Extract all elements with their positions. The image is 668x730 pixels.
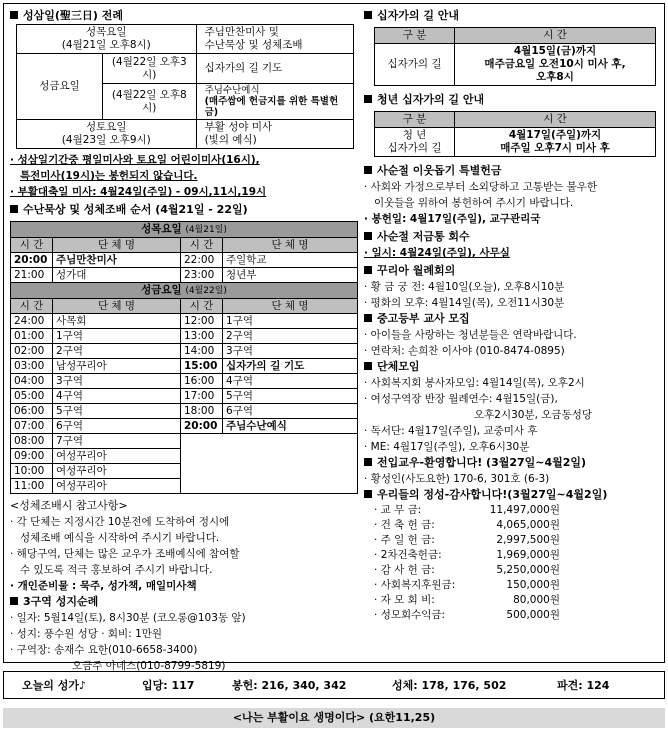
square-bullet-icon bbox=[364, 490, 372, 498]
pilgrimage-line: · 성지: 풍수원 성당 · 회비: 1만원 bbox=[10, 628, 163, 640]
table-row: 청 년 십자가의 길 4월17일(주일)까지 매주일 오후7시 미사 후 bbox=[375, 128, 656, 157]
lent-fund-line: 이웃들을 위하여 봉헌하여 주시기 바랍니다. bbox=[374, 197, 574, 209]
right-column bbox=[364, 8, 659, 623]
adoration-title: 수난묵상 및 성체조배 순서 (4월21일 - 22일) bbox=[10, 202, 358, 218]
table-row: 07:00 6구역 20:00 주님수난예식 bbox=[11, 419, 358, 434]
table-header: 구 분 시 간 bbox=[375, 112, 656, 128]
table-row: 20:00 주님만찬미사 22:00 주일학교 bbox=[11, 253, 358, 268]
table-row: 십자가의 길 4월15일(금)까지 매주금요일 오전10시 미사 후, 오후8시 bbox=[375, 44, 656, 86]
cross-way-title: 십자가의 길 안내 bbox=[364, 8, 659, 24]
list-item: · 성모회수익금: 500,000원 bbox=[374, 609, 560, 621]
pilgrimage-title: 3구역 성지순례 bbox=[10, 594, 358, 610]
table-row: 03:00 남성꾸리아 15:00 십자가의 길 기도 bbox=[11, 359, 358, 374]
youth-cross-title: 청년 십자가의 길 안내 bbox=[364, 92, 659, 108]
hymns-label: 오늘의 성가♪ bbox=[22, 679, 86, 692]
square-bullet-icon bbox=[364, 362, 372, 370]
list-item: · 감 사 헌 금: 5,250,000원 bbox=[374, 564, 560, 576]
easter-mass-note: · 부활대축일 미사: 4월24일(주일) - 09시,11시,19시 bbox=[10, 186, 267, 198]
teacher-title: 중고등부 교사 모집 bbox=[364, 311, 659, 327]
curia-line: · 평화의 모후: 4월14일(목), 오전11시30분 bbox=[364, 297, 565, 309]
pilgrimage-line: · 일자: 5월14일(토), 8시30분 (코오롱@103동 앞) bbox=[10, 612, 246, 624]
adoration-table bbox=[10, 221, 358, 494]
list-item: · 2차건축헌금: 1,969,000원 bbox=[374, 549, 560, 561]
notes-line: 성체조배 예식을 시작하여 주시기 바랍니다. bbox=[20, 532, 220, 544]
square-bullet-icon bbox=[364, 95, 372, 103]
table-header: 구 분 시 간 bbox=[375, 28, 656, 44]
cross-way-table bbox=[374, 27, 656, 86]
welcome-line: · 황성인(사도요한) 170-6, 301호 (6-3) bbox=[364, 473, 550, 485]
table-row: 성토요일 (4월23일 오후9시) 부활 성야 미사 (빛의 예식) bbox=[17, 120, 354, 149]
easter-table bbox=[16, 24, 354, 149]
table-row: 09:00 여성꾸리아 bbox=[11, 449, 358, 464]
list-item: · 자 모 회 비: 80,000원 bbox=[374, 594, 560, 606]
hymn-entrance: 입당: 117 bbox=[142, 679, 195, 692]
lent-recovery-date: · 일시: 4월24일(주일), 사무실 bbox=[364, 247, 510, 259]
groups-line: · 사회복지회 봉사자모임: 4월14일(목), 오후2시 bbox=[364, 377, 585, 389]
lent-recovery-title: 사순절 저금통 회수 bbox=[364, 229, 659, 245]
groups-line: · 여성구역장 반장 월례연수: 4월15일(금), bbox=[364, 393, 558, 405]
lent-fund-title: 사순절 이웃돕기 특별헌금 bbox=[364, 163, 659, 179]
easter-note: 특전미사(19시)는 봉헌되지 않습니다. bbox=[20, 170, 198, 182]
easter-title: 성삼일(聖三日) 전례 bbox=[10, 8, 358, 24]
table-row: (4월22일 오후8시) 주님수난예식 (매주쌈에 헌금지를 위한 특별헌금) bbox=[17, 84, 354, 120]
table-row: 10:00 여성꾸리아 bbox=[11, 464, 358, 479]
offering-title: 우리들의 정성-감사합니다!(3월27일~4월2일) bbox=[364, 487, 659, 503]
square-bullet-icon bbox=[10, 11, 18, 19]
table-row: 성목요일 (4월21일 오후8시) 주님만찬미사 및 수난묵상 및 성체조배 bbox=[17, 25, 354, 54]
teacher-line: · 아이들을 사랑하는 청년분들은 연락바랍니다. bbox=[364, 329, 577, 341]
offering-list bbox=[364, 503, 659, 623]
hymns-box bbox=[3, 671, 665, 699]
groups-line: · 독서단: 4월17일(주일), 교중미사 후 bbox=[364, 425, 538, 437]
lent-fund-line: · 사회와 가정으로부터 소외당하고 고통받는 불우한 bbox=[364, 181, 598, 193]
groups-line: 오후2시30분, 오금동성당 bbox=[474, 409, 593, 421]
youth-cross-table bbox=[374, 111, 656, 157]
curia-title: 꾸리아 월례회의 bbox=[364, 263, 659, 279]
square-bullet-icon bbox=[364, 314, 372, 322]
list-item: · 교 무 금: 11,497,000원 bbox=[374, 504, 560, 516]
curia-line: · 황 금 궁 전: 4월10일(오늘), 오후8시10분 bbox=[364, 281, 565, 293]
welcome-title: 전입교우-환영합니다! (3월27일~4월2일) bbox=[364, 455, 659, 471]
list-item: · 사회복지후원금: 150,000원 bbox=[374, 579, 560, 591]
table-row: 01:00 1구역 13:00 2구역 bbox=[11, 329, 358, 344]
square-bullet-icon bbox=[364, 166, 372, 174]
hymn-dismissal: 파견: 124 bbox=[557, 679, 610, 692]
pilgrimage-line: · 구역장: 송재수 요한(010-6658-3400) bbox=[10, 644, 198, 656]
square-bullet-icon bbox=[364, 232, 372, 240]
teacher-line: · 연락처: 손희찬 이사야 (010-8474-0895) bbox=[364, 345, 565, 357]
notes-bold-line: · 개인준비물 : 묵주, 성가책, 매일미사책 bbox=[10, 580, 197, 592]
square-bullet-icon bbox=[10, 205, 18, 213]
hymn-communion: 성체: 178, 176, 502 bbox=[392, 679, 507, 692]
table-row: 06:00 5구역 18:00 6구역 bbox=[11, 404, 358, 419]
table-caption: 성금요일 (4월22일) bbox=[11, 283, 358, 299]
notes-title: <성체조배시 참고사항> bbox=[10, 499, 128, 512]
table-row: 08:00 7구역 bbox=[11, 434, 358, 449]
notes-line: · 해당구역, 단체는 많은 교우가 조배예식에 참여할 bbox=[10, 548, 240, 560]
pilgrimage-line: 오금주 아네스(010-8799-5819) bbox=[72, 660, 226, 672]
square-bullet-icon bbox=[10, 597, 18, 605]
square-bullet-icon bbox=[364, 11, 372, 19]
square-bullet-icon bbox=[364, 266, 372, 274]
groups-line: · ME: 4월17일(주일), 오후6시30분 bbox=[364, 441, 530, 453]
notes-line: · 각 단체는 지정시간 10분전에 도착하여 정시에 bbox=[10, 516, 230, 528]
lent-fund-date: · 봉헌일: 4월17일(주일), 교구관리국 bbox=[364, 213, 541, 225]
table-row: 04:00 3구역 16:00 4구역 bbox=[11, 374, 358, 389]
list-item: · 건 축 헌 금: 4,065,000원 bbox=[374, 519, 560, 531]
square-bullet-icon bbox=[364, 458, 372, 466]
left-column bbox=[10, 8, 358, 674]
table-row: 11:00 여성꾸리아 bbox=[11, 479, 358, 494]
footer-quote: <나는 부활이요 생명이다> (요한11,25) bbox=[3, 708, 665, 728]
easter-note: · 성삼일기간중 평일미사와 토요일 어린이미사(16시), bbox=[10, 154, 260, 166]
table-header: 시 간 단 체 명 시 간 단 체 명 bbox=[11, 238, 358, 253]
table-header: 시 간 단 체 명 시 간 단 체 명 bbox=[11, 299, 358, 314]
table-row: 성금요일 (4월22일 오후3시) 십자가의 길 기도 bbox=[17, 54, 354, 84]
table-row: 21:00 성가대 23:00 청년부 bbox=[11, 268, 358, 283]
groups-title: 단체모임 bbox=[364, 359, 659, 375]
table-row: 02:00 2구역 14:00 3구역 bbox=[11, 344, 358, 359]
table-row: 24:00 사목회 12:00 1구역 bbox=[11, 314, 358, 329]
list-item: · 주 일 헌 금: 2,997,500원 bbox=[374, 534, 560, 546]
hymn-offertory: 봉헌: 216, 340, 342 bbox=[232, 679, 347, 692]
table-caption: 성목요일 (4월21일) bbox=[11, 222, 358, 238]
table-row: 05:00 4구역 17:00 5구역 bbox=[11, 389, 358, 404]
notes-line: 수 있도록 적극 홍보하여 주시기 바랍니다. bbox=[20, 564, 213, 576]
